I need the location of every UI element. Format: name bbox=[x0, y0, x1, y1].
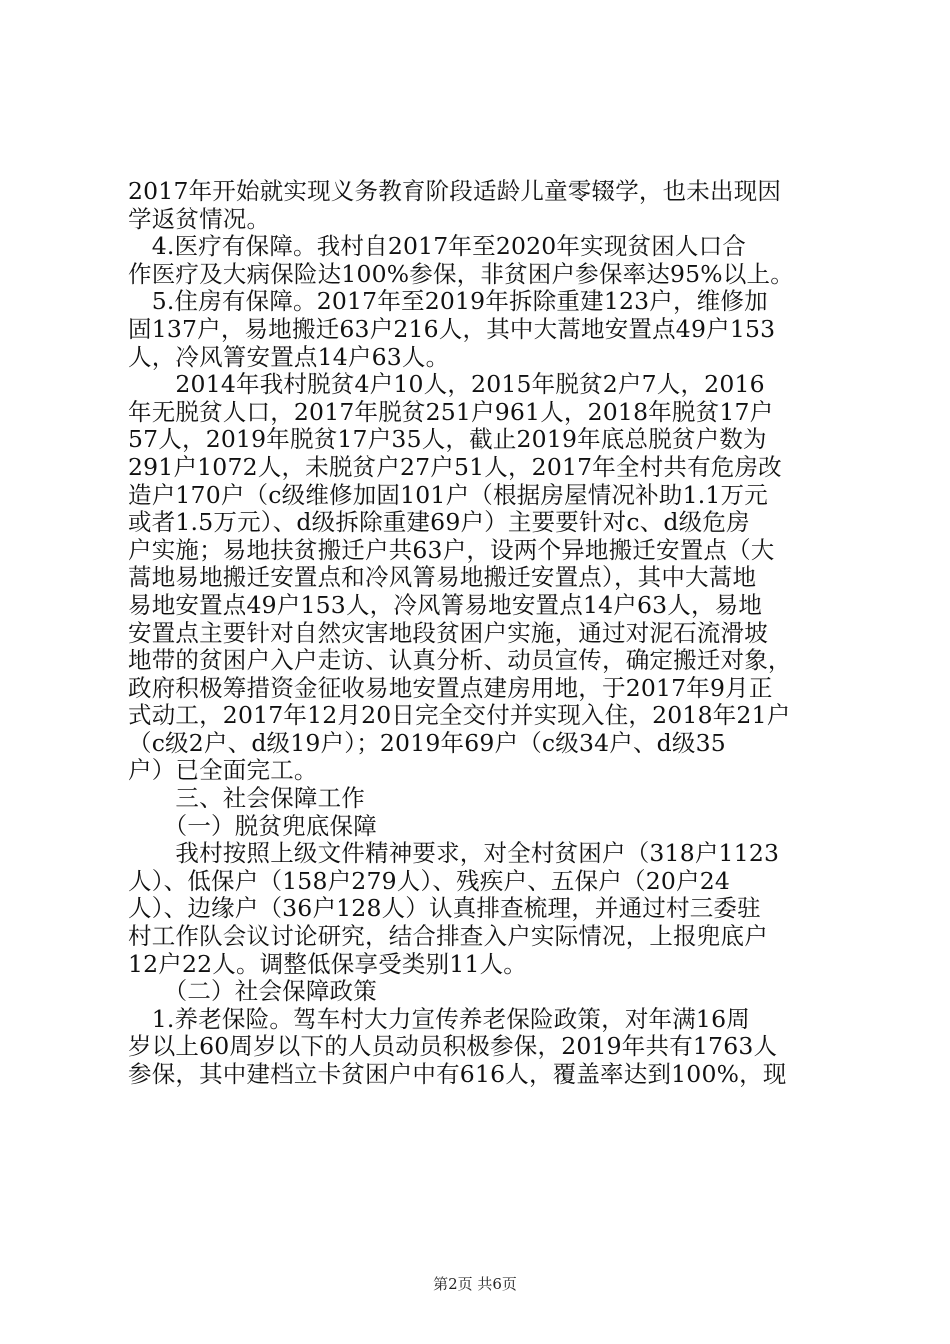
text-line: 村工作队会议讨论研究，结合排查入户实际情况，上报兜底户 bbox=[128, 922, 768, 951]
text-line: 造户170户（c级维修加固101户（根据房屋情况补助1.1万元 bbox=[128, 480, 768, 509]
text-line: 2014年我村脱贫4户10人，2015年脱贫2户7人，2016 bbox=[128, 370, 765, 399]
body-text bbox=[128, 178, 830, 1089]
text-line: 学返贫情况。 bbox=[128, 204, 271, 233]
text-line: 易地安置点49户153人，冷风箐易地安置点14户63人，易地 bbox=[128, 590, 763, 619]
text-line: 291户1072人，未脱贫户27户51人，2017年全村共有危房改 bbox=[128, 452, 782, 481]
subsection-heading: （一）脱贫兜底保障 bbox=[128, 811, 377, 840]
text-line: 2017年开始就实现义务教育阶段适龄儿童零辍学，也未出现因 bbox=[128, 177, 782, 205]
section-heading: 三、社会保障工作 bbox=[128, 784, 365, 813]
text-line: 我村按照上级文件精神要求，对全村贫困户（318户1123 bbox=[128, 839, 780, 868]
text-line: 57人，2019年脱贫17户35人，截止2019年底总脱贫户数为 bbox=[128, 425, 767, 454]
text-line: 政府积极筹措资金征收易地安置点建房用地，于2017年9月正 bbox=[128, 673, 773, 702]
text-line: 12户22人。调整低保享受类别11人。 bbox=[128, 949, 528, 978]
text-line: （c级2户、d级19户）；2019年69户（c级34户、d级35 bbox=[128, 728, 726, 757]
text-line: 岁以上60周岁以下的人员动员积极参保，2019年共有1763人 bbox=[128, 1032, 778, 1061]
subsection-heading: （二）社会保障政策 bbox=[128, 977, 377, 1006]
text-line: 式动工，2017年12月20日完全交付并实现入住，2018年21户 bbox=[128, 701, 791, 730]
text-line: 或者1.5万元）、d级拆除重建69户）主要要针对c、d级危房 bbox=[128, 508, 750, 537]
text-line: 蒿地易地搬迁安置点和冷风箐易地搬迁安置点），其中大蒿地 bbox=[128, 563, 757, 592]
text-line: 地带的贫困户入户走访、认真分析、动员宣传，确定搬迁对象， bbox=[128, 646, 792, 675]
text-line: 作医疗及大病保险达100%参保，非贫困户参保率达95%以上。 bbox=[128, 259, 794, 288]
text-line: 4.医疗有保障。我村自2017年至2020年实现贫困人口合 bbox=[128, 232, 747, 261]
text-line: 固137户，易地搬迁63户216人，其中大蒿地安置点49户153 bbox=[128, 314, 776, 343]
text-line: 5.住房有保障。2017年至2019年拆除重建123户，维修加 bbox=[128, 287, 768, 316]
text-line: 安置点主要针对自然灾害地段贫困户实施，通过对泥石流滑坡 bbox=[128, 618, 768, 647]
text-line: 人，冷风箐安置点14户63人。 bbox=[128, 342, 450, 371]
text-line: 参保，其中建档立卡贫困户中有616人，覆盖率达到100%，现 bbox=[128, 1060, 787, 1088]
text-line: 年无脱贫人口，2017年脱贫251户961人，2018年脱贫17户 bbox=[128, 397, 774, 426]
text-line: 1.养老保险。驾车村大力宣传养老保险政策，对年满16周 bbox=[128, 1004, 750, 1033]
text-line: 户）已全面完工。 bbox=[128, 756, 318, 785]
page-number-footer: 第2页 共6页 bbox=[433, 1275, 517, 1293]
text-line: 人）、边缘户（36户128人）认真排查梳理，并通过村三委驻 bbox=[128, 894, 761, 923]
text-line: 户实施；易地扶贫搬迁户共63户，设两个异地搬迁安置点（大 bbox=[128, 535, 775, 564]
text-line: 人）、低保户（158户279人）、残疾户、五保户（20户24 bbox=[128, 866, 731, 895]
